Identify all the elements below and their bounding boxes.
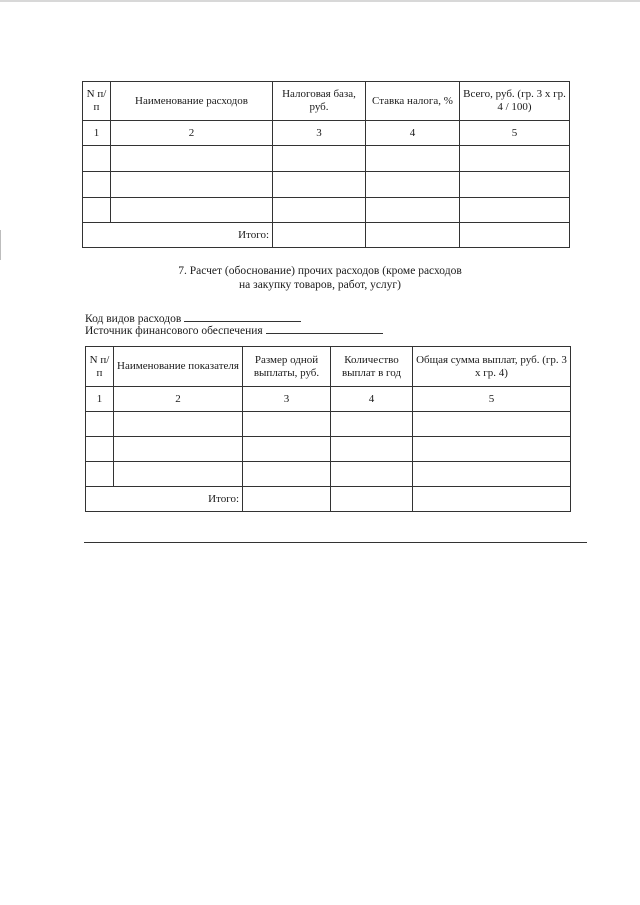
table-row <box>86 462 571 487</box>
tax-expenses-table <box>82 81 570 248</box>
table-row <box>83 172 570 198</box>
table-cell <box>111 198 273 223</box>
column-number-row <box>86 387 571 412</box>
header-cell: Размер одной выплаты, руб. <box>243 347 331 387</box>
table-cell <box>83 172 111 198</box>
funding-source-field <box>85 322 383 338</box>
total-cell <box>243 487 331 512</box>
table-cell <box>111 172 273 198</box>
table-cell <box>83 146 111 172</box>
column-number: 4 <box>331 387 413 412</box>
header-cell: Ставка налога, % <box>366 82 460 121</box>
header-cell: N п/п <box>86 347 114 387</box>
table-cell <box>111 146 273 172</box>
table-cell <box>83 198 111 223</box>
total-label: Итого: <box>83 223 273 248</box>
table-cell <box>243 462 331 487</box>
table-row <box>83 198 570 223</box>
column-number: 3 <box>243 387 331 412</box>
column-number: 1 <box>83 121 111 146</box>
scan-edge-mark <box>0 230 1 260</box>
total-cell <box>460 223 570 248</box>
header-cell: Наименование показателя <box>114 347 243 387</box>
table-cell <box>114 462 243 487</box>
table-cell <box>273 198 366 223</box>
header-cell: Общая сумма выплат, руб. (гр. 3 x гр. 4) <box>413 347 571 387</box>
header-cell: N п/п <box>83 82 111 121</box>
header-cell: Всего, руб. (гр. 3 x гр. 4 / 100) <box>460 82 570 121</box>
scan-edge <box>0 0 640 2</box>
table-cell <box>413 412 571 437</box>
total-row <box>86 487 571 512</box>
total-cell <box>366 223 460 248</box>
column-number: 5 <box>413 387 571 412</box>
header-cell: Количество выплат в год <box>331 347 413 387</box>
other-expenses-table <box>85 346 571 512</box>
total-cell <box>413 487 571 512</box>
table-cell <box>331 462 413 487</box>
funding-source-label: Источник финансового обеспечения <box>85 325 263 337</box>
table-cell <box>366 172 460 198</box>
total-cell <box>273 223 366 248</box>
table-cell <box>86 437 114 462</box>
table-cell <box>86 412 114 437</box>
column-number: 1 <box>86 387 114 412</box>
expense-code-blank[interactable] <box>184 310 301 322</box>
total-cell <box>331 487 413 512</box>
table-header-row <box>83 82 570 121</box>
table-row <box>86 437 571 462</box>
table-cell <box>460 146 570 172</box>
closing-separator-line <box>84 542 587 543</box>
total-label: Итого: <box>86 487 243 512</box>
table-cell <box>331 412 413 437</box>
table-cell <box>243 412 331 437</box>
table-cell <box>114 412 243 437</box>
table-cell <box>273 172 366 198</box>
column-number: 5 <box>460 121 570 146</box>
expense-code-label: Код видов расходов <box>85 313 182 325</box>
table-cell <box>331 437 413 462</box>
table-cell <box>273 146 366 172</box>
table-cell <box>114 437 243 462</box>
table-cell <box>460 198 570 223</box>
table-cell <box>460 172 570 198</box>
table-row <box>86 412 571 437</box>
column-number-row <box>83 121 570 146</box>
table-row <box>83 146 570 172</box>
table-header-row <box>86 347 571 387</box>
header-cell: Налоговая база, руб. <box>273 82 366 121</box>
total-row <box>83 223 570 248</box>
table-cell <box>366 146 460 172</box>
column-number: 3 <box>273 121 366 146</box>
table-cell <box>413 437 571 462</box>
funding-source-blank[interactable] <box>266 322 383 334</box>
section-7-title-cont: на закупку товаров, работ, услуг) <box>239 279 401 291</box>
header-cell: Наименование расходов <box>111 82 273 121</box>
section-7-title: 7. Расчет (обоснование) прочих расходов (кроме расходов <box>178 265 462 277</box>
table-cell <box>413 462 571 487</box>
table-cell <box>243 437 331 462</box>
column-number: 2 <box>111 121 273 146</box>
column-number: 4 <box>366 121 460 146</box>
table-cell <box>86 462 114 487</box>
column-number: 2 <box>114 387 243 412</box>
table-cell <box>366 198 460 223</box>
